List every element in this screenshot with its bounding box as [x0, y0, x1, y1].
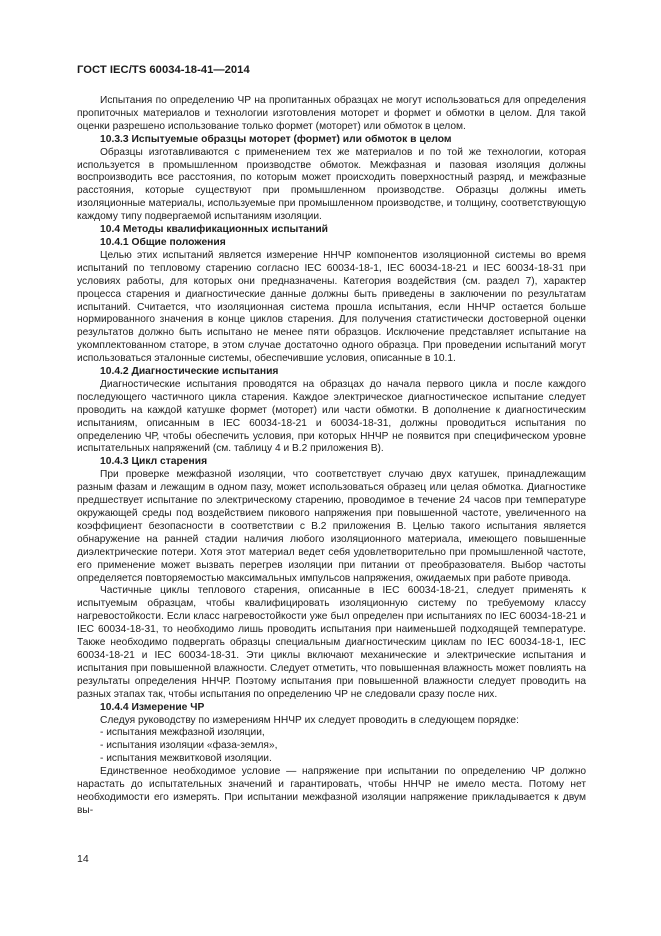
paragraph: При проверке межфазной изоляции, что соответствует случаю двух катушек, принадлежащим разным фазам и лежащим в одном пазу, может использоваться образец или целая обмотка. Диагностике предшествует испытание по электрическому старению, проводимое в течение 24 часов при температуре окружающей среды под воздействием пикового напряжения при повышенной частоте, увеличенного на коэффициент безопасности в соответствии с В.2 приложения В. Целью такого испытания является обнаружение на ранней стадии наличия любого изоляционного материала, имеющего повышенные диэлектрические потери. Хотя этот материал ведет себя удовлетворительно при промышленной частоте, его применение может вызвать перегрев изоляции при питании от преобразователя. Выбор частоты определяется повторяемостью максимальных импульсов напряжения, ожидаемых при работе привода.: [77, 469, 586, 584]
section-heading: 10.3.3 Испытуемые образцы моторет (формет) или обмоток в целом: [100, 133, 452, 145]
paragraph: Единственное необходимое условие — напряжение при испытании по определению ЧР должно нарастать до испытательных значений и гарантировать, чтобы ННЧР не имело места. Потому нет необходимости его измерять. При испытании межфазной изоляции напряжение прикладывается к двум вы-: [77, 766, 586, 816]
paragraph: Целью этих испытаний является измерение ННЧР компонентов изоляционной системы во время испытаний по тепловому старению согласно IEC 60034-18-1, IEC 60034-18-21 и IEC 60034-18-31 при условиях работы, для которых они предназначены. Категория воздействия (см. раздел 7), характер процесса старения и диагностические данные должны быть приведены в заключении по результатам испытаний. Считается, что изоляционная система прошла испытания, если ННЧР остается больше нормированного значения в конце циклов старения. Для получения статистически достоверной оценки результатов должно быть испытано не менее пяти образцов. Исключение представляет испытание на укомплектованном статоре, в этом случае достаточно одного образца. При проведении испытаний могут использоваться эталонные системы, обеспечившие условия, описанные в 10.1.: [77, 249, 586, 365]
paragraph: Частичные циклы теплового старения, описанные в IEC 60034-18-21, следует применять к испытуемым образцам, чтобы квалифицировать изоляционную систему по требуемому классу нагревостойкости. Если класс нагревостойкости уже был определен при испытаниях по IEC 60034-18-21 и IEC 60034-18-31, то необходимо лишь проводить испытания при наименьшей подходящей температуре. Также необходимо подвергать образцы специальным диагностическим циклам по IEC 60034-18-1, IEC 60034-18-21 и IEC 60034-18-31. Эти циклы включают механические и электрические испытания и испытания при повышенной влажности. Следует отметить, что повышенная влажность может повлиять на результаты определения ННЧР. Поэтому испытания при повышенной влажности следует проводить на разных этапах так, чтобы испытания по определению ЧР не следовали сразу после них.: [77, 585, 586, 700]
page-header: ГОСТ IEC/TS 60034-18-41—2014: [77, 64, 250, 76]
list-item: - испытания межвитковой изоляции.: [100, 753, 272, 765]
section-heading: 10.4.1 Общие положения: [100, 236, 226, 248]
paragraph: Испытания по определению ЧР на пропитанных образцах не могут использоваться для определения пропиточных материалов и технологии изготовления моторет и формет и обмотки в целом. Для такой оценки разрешено использование только формет (моторет) или обмоток в целом.: [77, 95, 586, 132]
paragraph: Следуя руководству по измерениям ННЧР их следует проводить в следующем порядке:: [100, 714, 519, 726]
list-item: - испытания межфазной изоляции,: [100, 727, 265, 739]
paragraph: Диагностические испытания проводятся на образцах до начала первого цикла и после каждого последующего частичного цикла старения. Каждое электрическое диагностическое испытание следует проводить на каждой катушке формет (моторет) или части обмотки. В дополнение к диагностическим испытаниям, описанным в IEC 60034-18-21 и 60034-18-31, должны проводиться испытания по определению ЧР, чтобы обеспечить условия, при которых ННЧР не появится при специфическом уровне испытательных напряжений (см. таблицу 4 и В.2 приложения В).: [77, 378, 586, 455]
page-number: 14: [77, 853, 89, 865]
section-heading: 10.4.3 Цикл старения: [100, 456, 208, 468]
section-heading: 10.4 Методы квалификационных испытаний: [100, 224, 328, 236]
section-heading: 10.4.2 Диагностические испытания: [100, 366, 279, 378]
document-body: [77, 95, 586, 818]
list-item: - испытания изоляции «фаза-земля»,: [100, 740, 278, 752]
section-heading: 10.4.4 Измерение ЧР: [100, 701, 205, 713]
paragraph: Образцы изготавливаются с применением тех же материалов и по той же технологии, которая используется в промышленном производстве обмоток. Межфазная и пазовая изоляция должны воспроизводить все расстояния, по которым может происходить поверхностный разряд, и межфазные расстояния, которые существуют при промышленном производстве. Образцы должны иметь изоляционные материалы, используемые при промышленном производстве, и толщину, соответствующую каждому типу подвергаемой испытаниям изоляции.: [77, 146, 586, 223]
